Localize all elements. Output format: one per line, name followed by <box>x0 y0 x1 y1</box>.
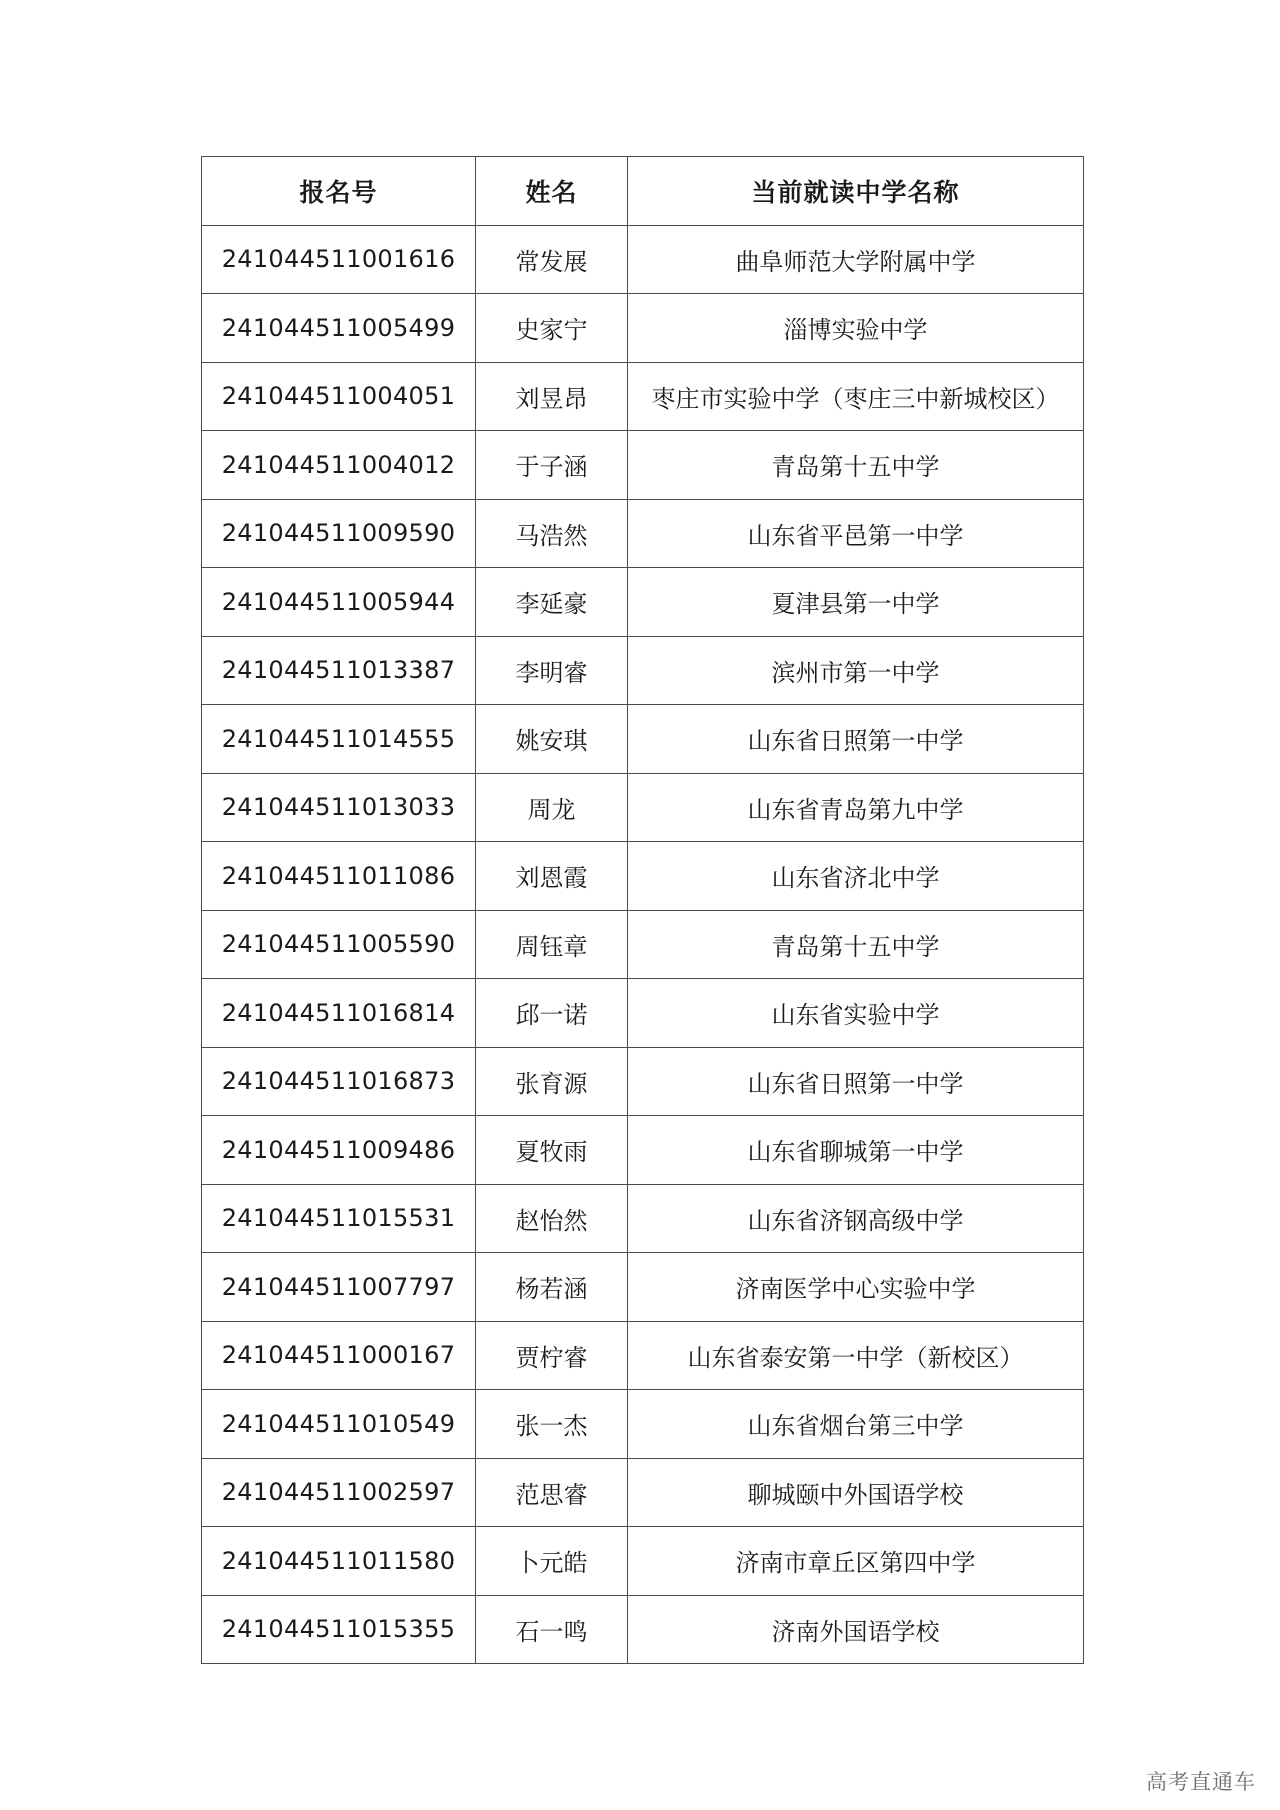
table-row <box>202 1527 1084 1596</box>
school-cell: 山东省济钢高级中学 <box>628 1184 1084 1253</box>
header-school: 当前就读中学名称 <box>628 157 1084 226</box>
school-cell: 山东省济北中学 <box>628 842 1084 911</box>
registration-number-cell: 241044511005590 <box>202 910 476 979</box>
name-cell: 马浩然 <box>476 499 628 568</box>
table-row <box>202 1184 1084 1253</box>
registration-number-cell: 241044511016873 <box>202 1047 476 1116</box>
table-row <box>202 362 1084 431</box>
registration-number-cell: 241044511005944 <box>202 568 476 637</box>
table-row <box>202 225 1084 294</box>
name-cell: 周龙 <box>476 773 628 842</box>
registration-number-cell: 241044511013033 <box>202 773 476 842</box>
table-row <box>202 1253 1084 1322</box>
registration-number-cell: 241044511015355 <box>202 1595 476 1664</box>
school-cell: 山东省平邑第一中学 <box>628 499 1084 568</box>
header-registration-number: 报名号 <box>202 157 476 226</box>
table-row <box>202 842 1084 911</box>
registration-number-cell: 241044511000167 <box>202 1321 476 1390</box>
school-cell: 山东省青岛第九中学 <box>628 773 1084 842</box>
name-cell: 常发展 <box>476 225 628 294</box>
registration-number-cell: 241044511002597 <box>202 1458 476 1527</box>
name-cell: 张育源 <box>476 1047 628 1116</box>
table-row <box>202 705 1084 774</box>
table-row <box>202 636 1084 705</box>
registration-number-cell: 241044511004012 <box>202 431 476 500</box>
school-cell: 曲阜师范大学附属中学 <box>628 225 1084 294</box>
name-cell: 史家宁 <box>476 294 628 363</box>
table-row <box>202 568 1084 637</box>
name-cell: 李延豪 <box>476 568 628 637</box>
name-cell: 卜元皓 <box>476 1527 628 1596</box>
name-cell: 夏牧雨 <box>476 1116 628 1185</box>
name-cell: 于子涵 <box>476 431 628 500</box>
registration-number-cell: 241044511004051 <box>202 362 476 431</box>
name-cell: 范思睿 <box>476 1458 628 1527</box>
name-cell: 刘恩霞 <box>476 842 628 911</box>
registration-number-cell: 241044511013387 <box>202 636 476 705</box>
table-row <box>202 1595 1084 1664</box>
admission-roster-table <box>201 156 1084 1664</box>
registration-number-cell: 241044511011086 <box>202 842 476 911</box>
registration-number-cell: 241044511007797 <box>202 1253 476 1322</box>
school-cell: 山东省日照第一中学 <box>628 705 1084 774</box>
school-cell: 济南外国语学校 <box>628 1595 1084 1664</box>
table-row <box>202 1390 1084 1459</box>
header-name: 姓名 <box>476 157 628 226</box>
school-cell: 山东省泰安第一中学（新校区） <box>628 1321 1084 1390</box>
table-row <box>202 979 1084 1048</box>
registration-number-cell: 241044511001616 <box>202 225 476 294</box>
school-cell: 济南市章丘区第四中学 <box>628 1527 1084 1596</box>
registration-number-cell: 241044511010549 <box>202 1390 476 1459</box>
school-cell: 滨州市第一中学 <box>628 636 1084 705</box>
registration-number-cell: 241044511005499 <box>202 294 476 363</box>
school-cell: 山东省聊城第一中学 <box>628 1116 1084 1185</box>
table-row <box>202 1047 1084 1116</box>
school-cell: 枣庄市实验中学（枣庄三中新城校区） <box>628 362 1084 431</box>
registration-number-cell: 241044511016814 <box>202 979 476 1048</box>
table-row <box>202 499 1084 568</box>
name-cell: 杨若涵 <box>476 1253 628 1322</box>
school-cell: 青岛第十五中学 <box>628 910 1084 979</box>
name-cell: 李明睿 <box>476 636 628 705</box>
school-cell: 山东省烟台第三中学 <box>628 1390 1084 1459</box>
name-cell: 张一杰 <box>476 1390 628 1459</box>
name-cell: 贾柠睿 <box>476 1321 628 1390</box>
table-row <box>202 1321 1084 1390</box>
name-cell: 邱一诺 <box>476 979 628 1048</box>
registration-number-cell: 241044511009486 <box>202 1116 476 1185</box>
school-cell: 淄博实验中学 <box>628 294 1084 363</box>
watermark: 高考直通车 <box>1146 1770 1256 1794</box>
name-cell: 刘昱昂 <box>476 362 628 431</box>
table-row <box>202 431 1084 500</box>
school-cell: 山东省实验中学 <box>628 979 1084 1048</box>
school-cell: 夏津县第一中学 <box>628 568 1084 637</box>
name-cell: 赵怡然 <box>476 1184 628 1253</box>
name-cell: 周钰章 <box>476 910 628 979</box>
registration-number-cell: 241044511015531 <box>202 1184 476 1253</box>
registration-number-cell: 241044511009590 <box>202 499 476 568</box>
table-row <box>202 294 1084 363</box>
name-cell: 姚安琪 <box>476 705 628 774</box>
school-cell: 济南医学中心实验中学 <box>628 1253 1084 1322</box>
registration-number-cell: 241044511014555 <box>202 705 476 774</box>
table-row <box>202 910 1084 979</box>
school-cell: 聊城颐中外国语学校 <box>628 1458 1084 1527</box>
name-cell: 石一鸣 <box>476 1595 628 1664</box>
registration-number-cell: 241044511011580 <box>202 1527 476 1596</box>
school-cell: 山东省日照第一中学 <box>628 1047 1084 1116</box>
table-row <box>202 1116 1084 1185</box>
table-header-row <box>202 157 1084 226</box>
table-row <box>202 1458 1084 1527</box>
table-row <box>202 773 1084 842</box>
school-cell: 青岛第十五中学 <box>628 431 1084 500</box>
